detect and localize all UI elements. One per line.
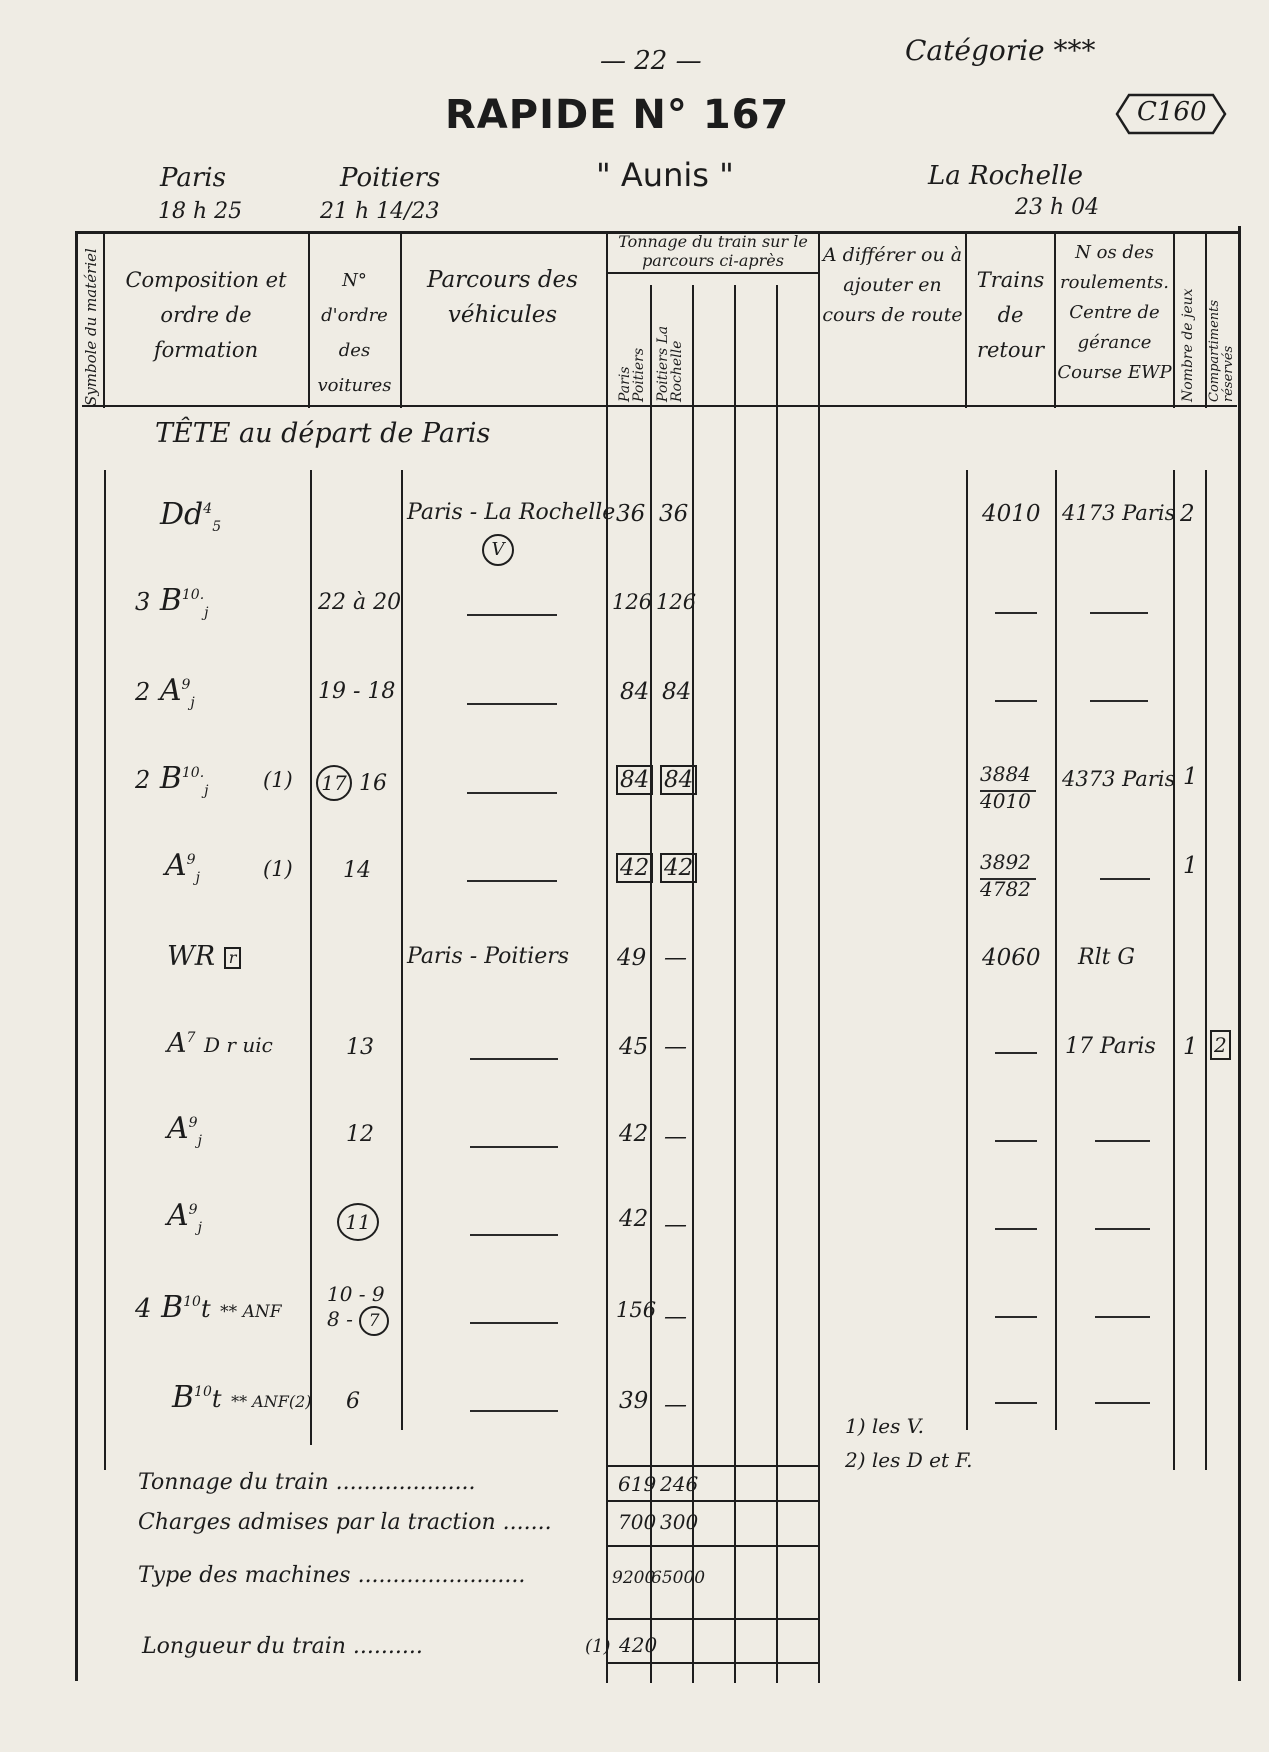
- retour-dash: [995, 1316, 1037, 1318]
- roulement-cell: Rlt G: [1078, 945, 1136, 970]
- tonnage-1: 36: [616, 501, 646, 527]
- total-label-text: Type des machines: [138, 1563, 351, 1588]
- tonnage-2: 126: [656, 590, 697, 614]
- tonnage-2-boxed: 84: [660, 765, 697, 795]
- vehicle-sub: j: [195, 870, 200, 886]
- footnote-ref: (1): [263, 768, 293, 792]
- vehicle-sub: t: [200, 1295, 211, 1323]
- table-row: [160, 497, 221, 535]
- station-poitiers-time: 21 h 14/23: [320, 199, 440, 224]
- order-cell: [316, 765, 387, 801]
- roulement-dash: [1090, 612, 1148, 614]
- vehicle-sub: j: [204, 605, 209, 621]
- route-dash: [467, 614, 557, 616]
- table-row: [167, 941, 241, 972]
- table-left-border: [75, 231, 78, 1681]
- header-differer: A différer ou à ajouter en cours de route: [822, 244, 963, 326]
- tonnage-1: 126: [612, 590, 653, 614]
- vehicle-sup: 9: [186, 852, 196, 868]
- route-cell: Paris - Poitiers: [407, 944, 570, 969]
- vehicle-sub: j: [190, 695, 195, 711]
- roulement-cell: 4373 Paris: [1062, 767, 1176, 791]
- footnote-ref: (1): [263, 857, 293, 881]
- route-dash: [470, 1234, 558, 1236]
- retour-dash: [995, 1052, 1037, 1054]
- header-composition: Composition et ordre de formation: [125, 268, 287, 362]
- header-trains-retour: Trains de retour: [976, 268, 1045, 362]
- reserve-cell: [1210, 1030, 1231, 1060]
- retour-cell: 3892: [980, 850, 1031, 874]
- header-symbole: Symbole du matériel: [82, 248, 100, 406]
- vehicle-qty: 2: [135, 678, 151, 706]
- tonnage-2: —: [664, 1124, 687, 1150]
- tonnage-1: 49: [617, 945, 647, 971]
- tonnage-1: [616, 765, 653, 795]
- retour-cell: 4060: [982, 945, 1041, 971]
- tonnage-1: 156: [616, 1298, 657, 1322]
- retour-dash: [995, 612, 1037, 614]
- order-cell: 19 - 18: [318, 679, 396, 704]
- code-text: C160: [1137, 97, 1207, 127]
- order-cell: [327, 1306, 389, 1336]
- header-compartiments: Compartiments réservés: [1207, 299, 1236, 402]
- roulement-cell: 17 Paris: [1065, 1034, 1156, 1059]
- vehicle-type: WR: [167, 941, 216, 972]
- totals-rule-2: [606, 1500, 819, 1502]
- vehicle-qty: 2: [135, 766, 151, 794]
- vehicle-type: B: [159, 761, 182, 796]
- totals-rule-5: [606, 1662, 819, 1664]
- vehicle-qty: 3: [135, 588, 151, 616]
- total-machines-2: 65000: [651, 1568, 706, 1588]
- vehicle-type: A: [167, 1111, 189, 1146]
- vehicle-sub: t: [211, 1385, 222, 1413]
- header-no-ordre: N° d'ordre des voitures: [317, 270, 392, 396]
- vehicle-sup: 7: [186, 1030, 196, 1046]
- tonnage-1: 45: [619, 1034, 649, 1060]
- station-poitiers: Poitiers: [340, 163, 441, 193]
- tonnage-2: —: [664, 1034, 687, 1060]
- roulement-dash: [1095, 1228, 1150, 1230]
- tonnage-1: 42: [619, 1206, 649, 1232]
- col-line-jeux-lower: [1205, 470, 1207, 1470]
- tonnage-1-boxed: 84: [616, 765, 653, 795]
- retour-dash: [995, 1228, 1037, 1230]
- order-cell: [337, 1203, 379, 1241]
- order-cell-top: 10 - 9: [327, 1282, 385, 1306]
- order-value: 8 -: [327, 1307, 353, 1331]
- header-paris-poitiers: Paris Poitiers: [617, 347, 647, 402]
- order-circled: 17: [316, 765, 352, 801]
- vehicle-sub: 5: [212, 519, 222, 535]
- retour-dash: [995, 1402, 1037, 1404]
- total-longueur-1: 420: [619, 1633, 658, 1657]
- total-machines-1: 9200: [612, 1568, 656, 1588]
- vehicle-suffix: ** ANF(2): [231, 1392, 312, 1411]
- footnote-1: 1) les V.: [845, 1414, 925, 1438]
- roulement-dash: [1100, 878, 1150, 880]
- jeux-cell: 1: [1183, 853, 1198, 879]
- totals-rule-4: [606, 1618, 819, 1620]
- tonnage-2: —: [664, 1304, 687, 1330]
- route-cell: Paris - La Rochelle: [407, 500, 616, 525]
- col-line-t3: [734, 285, 736, 1683]
- station-la-rochelle-time: 23 h 04: [1015, 195, 1100, 220]
- vehicle-type: B: [159, 583, 182, 618]
- table-right-border: [1238, 226, 1241, 1681]
- vehicle-sub: j: [197, 1133, 202, 1149]
- order-cell: 12: [346, 1122, 374, 1147]
- retour-cell: 4010: [982, 501, 1041, 527]
- station-paris-time: 18 h 25: [158, 199, 243, 224]
- route-mark-circle: V: [482, 534, 514, 566]
- header-roulements: N os des roulements. Centre de gérance Course EWP: [1057, 242, 1172, 383]
- order-cell: 14: [343, 858, 371, 883]
- totals-rule-3: [606, 1545, 819, 1547]
- total-label-text: Longueur du train: [142, 1634, 346, 1659]
- vehicle-type: B: [172, 1380, 195, 1415]
- category-label: Catégorie ***: [905, 34, 1096, 67]
- col-line-roulements: [1173, 233, 1175, 408]
- section-title: TÊTE au départ de Paris: [155, 418, 491, 449]
- order-circled: 7: [359, 1306, 389, 1336]
- total-tonnage-2: 246: [660, 1472, 699, 1496]
- tonnage-2: [660, 765, 697, 795]
- jeux-cell: 2: [1180, 501, 1195, 527]
- table-row: [135, 583, 208, 621]
- header-parcours: Parcours des véhicules: [427, 267, 578, 328]
- order-cell: 13: [346, 1035, 374, 1060]
- route-dash: [467, 703, 557, 705]
- col-line-differer: [965, 233, 967, 408]
- tonnage-2: 84: [662, 679, 692, 705]
- col-line-t4: [776, 285, 778, 1683]
- order-cell: 22 à 20: [318, 590, 402, 615]
- vehicle-suffix: D r uic: [204, 1033, 273, 1057]
- tonnage-2: —: [664, 945, 687, 971]
- route-dash: [467, 880, 557, 882]
- vehicle-sup: 10.: [181, 765, 205, 781]
- vehicle-sub: j: [204, 783, 209, 799]
- tonnage-2: —: [664, 1212, 687, 1238]
- total-charges-2: 300: [660, 1510, 699, 1534]
- tonnage-2-boxed: 42: [660, 853, 697, 883]
- order-circled: 11: [337, 1203, 379, 1241]
- col-line-retour: [1054, 233, 1056, 408]
- header-poitiers-rochelle: Poitiers La Rochelle: [655, 325, 685, 402]
- vehicle-sup: 9: [188, 1115, 198, 1131]
- vehicle-suffix: ** ANF: [220, 1302, 282, 1322]
- table-row: [172, 1380, 311, 1415]
- tonnage-2: 36: [659, 501, 689, 527]
- route-dash: [467, 792, 557, 794]
- total-label-longueur: Longueur du train ..........: [142, 1634, 423, 1659]
- header-tonnage: Tonnage du train sur le parcours ci-après: [618, 232, 808, 270]
- col-line-symbol: [103, 233, 105, 408]
- roulement-cell: 4173 Paris: [1062, 501, 1176, 525]
- col-line-symbol-lower: [104, 470, 106, 1470]
- vehicle-sup: 10: [194, 1384, 212, 1400]
- page-number: — 22 —: [600, 46, 702, 76]
- route-dash: [470, 1410, 558, 1412]
- station-paris: Paris: [160, 163, 226, 193]
- vehicle-sup: 10: [183, 1294, 201, 1310]
- vehicle-sub: j: [197, 1220, 202, 1236]
- totals-rule-1: [606, 1465, 819, 1467]
- total-label-text: Tonnage du train: [138, 1470, 329, 1495]
- table-row: [167, 1028, 273, 1059]
- train-title: RAPIDE N° 167: [445, 92, 790, 138]
- tonnage-2: —: [664, 1392, 687, 1418]
- order-cell: 6: [346, 1389, 360, 1414]
- route-dash: [470, 1058, 558, 1060]
- jeux-cell: 1: [1183, 764, 1198, 790]
- retour-cell: 3884: [980, 762, 1031, 786]
- total-tonnage-1: 619: [618, 1472, 657, 1496]
- col-line-composition-lower: [310, 470, 312, 1445]
- tonnage-1: 84: [620, 679, 650, 705]
- vehicle-sup: 4: [203, 501, 213, 517]
- total-label-tonnage: Tonnage du train ....................: [138, 1470, 476, 1495]
- total-label-machines: Type des machines ........................: [138, 1563, 526, 1588]
- reserve-boxed: 2: [1210, 1030, 1231, 1060]
- total-charges-1: 700: [618, 1510, 657, 1534]
- vehicle-type: A: [167, 1198, 189, 1233]
- code-badge: [1115, 93, 1227, 135]
- total-label-text: Charges admises par la traction: [138, 1510, 496, 1535]
- train-name: " Aunis ": [596, 156, 734, 194]
- total-label-charges: Charges admises par la traction .......: [138, 1510, 552, 1535]
- header-nombre-jeux: Nombre de jeux: [1180, 288, 1196, 402]
- vehicle-sup: 9: [181, 677, 191, 693]
- table-row: [165, 848, 200, 886]
- route-mark: [482, 534, 514, 566]
- route-dash: [470, 1322, 558, 1324]
- table-row: [135, 673, 195, 711]
- tonnage-1-boxed: 42: [616, 853, 653, 883]
- vehicle-type: B: [161, 1290, 184, 1325]
- tonnage-1: 42: [619, 1121, 649, 1147]
- tonnage-header-rule: [606, 272, 819, 274]
- station-la-rochelle: La Rochelle: [928, 161, 1083, 191]
- col-line-retour-lower: [1055, 470, 1057, 1430]
- table-row: [135, 1290, 282, 1325]
- vehicle-sup: 10.: [181, 587, 205, 603]
- order-value: 16: [359, 771, 387, 796]
- retour-dash: [995, 700, 1037, 702]
- vehicle-type: A: [159, 673, 182, 708]
- vehicle-qty: 4: [135, 1294, 152, 1324]
- vehicle-type: A: [165, 848, 187, 883]
- roulement-dash: [1095, 1140, 1150, 1142]
- retour-cell-2: 4010: [980, 789, 1031, 813]
- vehicle-suffix-boxed: r: [224, 947, 242, 969]
- footnote-2: 2) les D et F.: [845, 1448, 973, 1472]
- roulement-dash: [1095, 1316, 1150, 1318]
- col-line-differer-lower: [966, 470, 968, 1430]
- vehicle-sup: 9: [188, 1202, 198, 1218]
- col-line-order-lower: [401, 470, 403, 1430]
- roulement-dash: [1090, 700, 1148, 702]
- table-row: [135, 761, 208, 799]
- col-line-roulements-lower: [1173, 470, 1175, 1470]
- retour-dash: [995, 1140, 1037, 1142]
- tonnage-1: [616, 853, 653, 883]
- jeux-cell: 1: [1183, 1034, 1198, 1060]
- table-row: [167, 1198, 202, 1236]
- tonnage-1: 39: [619, 1388, 649, 1414]
- total-longueur-note: (1): [585, 1636, 611, 1657]
- header-bottom-rule: [82, 405, 1237, 407]
- vehicle-type: A: [167, 1028, 187, 1059]
- vehicle-type: Dd: [160, 497, 204, 532]
- tonnage-2: [660, 853, 697, 883]
- roulement-dash: [1095, 1402, 1150, 1404]
- route-dash: [470, 1146, 558, 1148]
- table-row: [167, 1111, 202, 1149]
- retour-cell-2: 4782: [980, 877, 1031, 901]
